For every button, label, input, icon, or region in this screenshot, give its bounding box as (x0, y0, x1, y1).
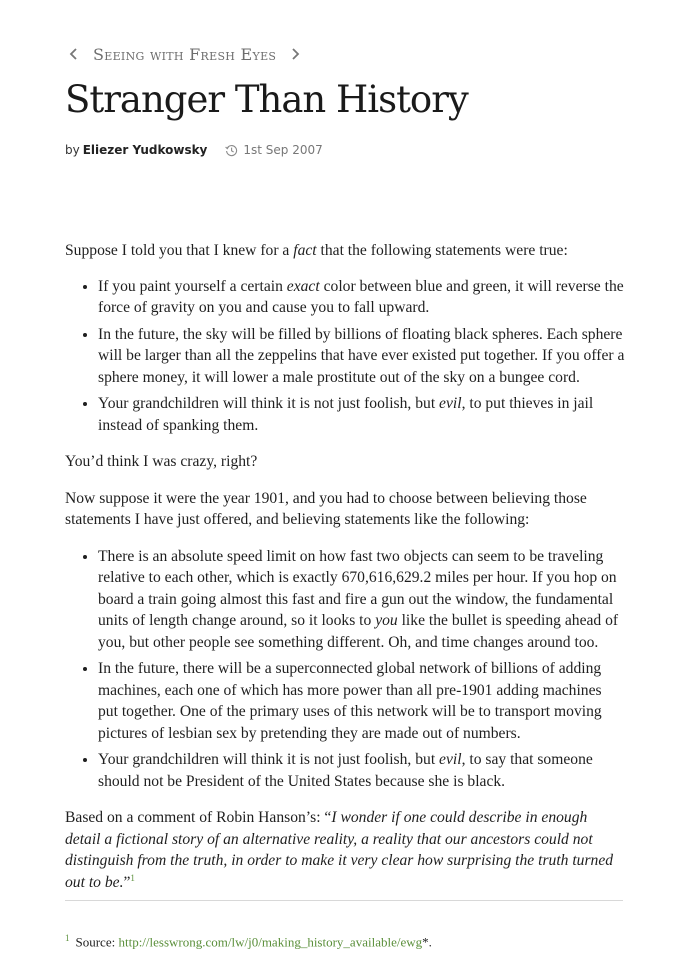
author-link[interactable]: Eliezer Yudkowsky (82, 143, 208, 157)
list-item: • In the future, the sky will be filled by billions of floating black spheres. Each sphere will be larger than all the zeppelins that have ever existed put together. If you offer a sphere money, it will lower a male prostitute out of the sky on a bungee cord. (98, 324, 625, 389)
quote: I wonder if one could describe in enough detail a fictional story of an alternative reality, a reality that our ancestors could not distinguish from the truth, in order to make it very clear how surprising the truth turned out to be. (65, 809, 614, 891)
list-item: • In the future, there will be a superconnected global network of billions of adding machines, each one of which has more power than all pre-1901 adding machines put together. One of the primary uses of this network will be to transport moving pictures of lesbian sex by pretending they are made out of numbers. (98, 658, 625, 744)
list-item: • Your grandchildren will think it is not just foolish, but evil, to say that someone should not be President of the United States because she is black. (98, 749, 625, 792)
sequence-nav (65, 42, 304, 66)
sequence-title[interactable]: Seeing with Fresh Eyes (93, 44, 277, 64)
chevron-right-icon[interactable] (286, 45, 304, 63)
footnote-number[interactable]: 1 (65, 933, 70, 943)
divider (65, 900, 623, 901)
bullet-list (65, 276, 625, 437)
paragraph: Now suppose it were the year 1901, and you had to choose between believing those statements I have just offered, and believing statements like the following: (65, 489, 587, 528)
post-date: 1st Sep 2007 (243, 143, 323, 157)
list-item: • If you paint yourself a certain exact color between blue and green, it will reverse the force of gravity on you and cause you to fall upward. (98, 276, 625, 319)
footnote-label: Source: (75, 934, 119, 950)
list-item: • Your grandchildren will think it is not just foolish, but evil, to put thieves in jail instead of spanking them. (98, 393, 625, 436)
list-item: • There is an absolute speed limit on how fast two objects can seem to be traveling relative to each other, which is exactly 670,616,629.2 miles per hour. If you hop on board a train going almost this fast and fire a gun out the window, the fundamental units of length change around, so it looks to you like the bullet is speeding ahead of you, but other people see something different. Oh, and time changes around too. (98, 546, 625, 654)
post-meta (65, 143, 323, 157)
footnote-link[interactable]: http://lesswrong.com/lw/j0/making_history_available/ewg (118, 934, 423, 950)
byline-prefix: by (65, 143, 80, 157)
chevron-left-icon[interactable] (65, 45, 83, 63)
paragraph: You’d think I was crazy, right? (65, 453, 258, 470)
footnote-suffix: *. (422, 934, 432, 950)
clock-history-icon (225, 144, 238, 157)
paragraph: Based on a comment of Robin Hanson’s: “I wonder if one could describe in enough detail a fictional story of an alternative reality, a reality that our ancestors could not distinguish from the truth, in order to make it very clear how surprising the truth turned out to be.”$^1$ (65, 809, 614, 891)
post-body (65, 240, 625, 893)
post-title: Stranger Than History (65, 78, 468, 121)
footnote (65, 933, 432, 950)
footnote-ref[interactable]: 1 (130, 872, 135, 883)
bullet-list (65, 546, 625, 793)
paragraph: Suppose I told you that I knew for a fact that the following statements were true: (65, 242, 568, 259)
